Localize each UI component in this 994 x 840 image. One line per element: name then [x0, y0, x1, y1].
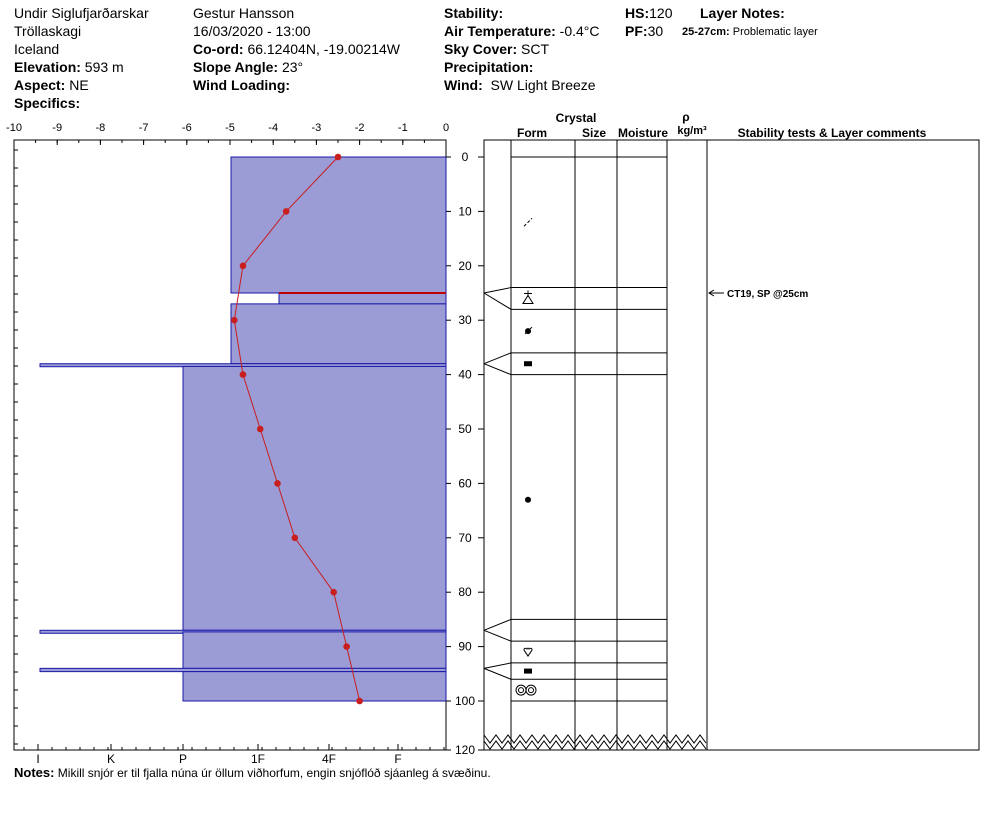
depth-tick-label: 30: [458, 313, 472, 328]
air-temp-value: -0.4°C: [559, 23, 600, 39]
layer-connector: [484, 288, 511, 293]
melt-forms-icon: [519, 688, 524, 693]
rounded-grains-icon: [525, 497, 531, 503]
temp-tick-label: -7: [138, 122, 149, 134]
layer-connector: [484, 293, 511, 309]
break-zigzag: [484, 741, 706, 749]
temperature-point: [343, 643, 350, 650]
depth-tick-label: 90: [458, 639, 472, 654]
layer-table-frame: [484, 140, 707, 750]
depth-hoar-icon: [524, 648, 532, 656]
hardness-layer: [231, 304, 446, 364]
depth-tick-label: 100: [454, 694, 476, 708]
temp-tick-label: -9: [52, 122, 63, 134]
notes-label: Notes:: [14, 765, 55, 780]
density-unit-header: kg/m³: [677, 125, 707, 137]
layer-connector: [484, 663, 511, 668]
hardness-layer: [183, 632, 446, 668]
break-zigzag: [484, 735, 706, 743]
pf-label: PF:: [625, 23, 648, 39]
hardness-layer: [231, 157, 446, 293]
stability-test-label: CT19, SP @25cm: [727, 289, 809, 300]
temp-tick-label: -2: [354, 122, 365, 134]
layer-connector: [484, 353, 511, 364]
elevation-value: 593 m: [84, 59, 124, 75]
location-name: Undir Siglufjarðarskar: [14, 5, 149, 21]
specifics-label: Specifics:: [14, 95, 81, 111]
depth-tick-label: 10: [458, 204, 472, 219]
slope-label: Slope Angle:: [193, 59, 279, 75]
temperature-point: [257, 426, 264, 433]
air-temp-label: Air Temperature:: [444, 23, 556, 39]
depth-tick-label: 50: [458, 422, 472, 436]
melt-forms-icon: [526, 685, 536, 695]
melt-forms-icon: [516, 685, 526, 695]
country-name: Iceland: [14, 41, 60, 57]
observation-datetime: 16/03/2020 - 13:00: [193, 23, 311, 39]
temp-tick-label: -8: [95, 122, 106, 134]
layer-note-text: Problematic layer: [732, 26, 818, 38]
temperature-point: [330, 589, 337, 596]
crystal-header: Crystal: [555, 111, 597, 125]
hardness-tick-label: 1F: [250, 752, 266, 766]
observer-name: Gestur Hansson: [193, 5, 295, 21]
hardness-tick-label: I: [36, 752, 40, 766]
ice-layer-icon: [524, 669, 532, 674]
coord-label: Co-ord:: [193, 41, 244, 57]
depth-tick-label: 40: [458, 367, 472, 382]
notes: [14, 765, 491, 780]
depth-tick-label: 20: [458, 258, 472, 273]
decomposing-fragments-icon: [524, 218, 532, 226]
depth-tick-label: 80: [458, 585, 472, 600]
temperature-point: [292, 535, 299, 542]
slope-value: 23°: [281, 59, 304, 75]
depth-tick-label: 60: [458, 476, 472, 491]
temperature-point: [283, 208, 290, 215]
temperature-point: [356, 698, 363, 705]
ice-layer-icon: [524, 361, 532, 366]
melt-forms-icon: [529, 688, 534, 693]
layer-note-depth: 25-27cm:: [682, 26, 730, 38]
layer-notes-label: Layer Notes:: [700, 5, 785, 21]
hardness-tick-label: P: [178, 752, 188, 766]
hardness-layer: [279, 293, 446, 304]
wind-value: SW Light Breeze: [490, 77, 596, 93]
layer-connector: [484, 364, 511, 375]
hardness-layer: [183, 672, 446, 701]
stability-column-frame: [707, 140, 979, 750]
hardness-layer: [183, 366, 446, 630]
temp-tick-label: -6: [181, 122, 192, 134]
sky-label: Sky Cover:: [444, 41, 518, 57]
stability-label: Stability:: [444, 5, 504, 21]
temperature-point: [335, 154, 342, 161]
temp-tick-label: -10: [6, 122, 22, 134]
stability-header: Stability tests & Layer comments: [737, 126, 927, 140]
form-header: Form: [517, 126, 547, 140]
layer-connector: [484, 619, 511, 630]
precip-label: Precipitation:: [444, 59, 534, 75]
hardness-tick-label: F: [394, 752, 402, 766]
temperature-point: [240, 263, 247, 270]
aspect-label: Aspect:: [14, 77, 66, 93]
temperature-point: [240, 371, 247, 378]
temp-tick-label: -1: [397, 122, 408, 134]
temperature-point: [274, 480, 281, 487]
wind-loading-label: Wind Loading:: [193, 77, 291, 93]
aspect-value: NE: [69, 77, 89, 93]
temperature-point: [231, 317, 238, 324]
layer-connector: [484, 630, 511, 641]
moisture-header: Moisture: [617, 126, 669, 140]
range-name: Tröllaskagi: [14, 23, 82, 39]
temp-tick-label: -3: [311, 122, 322, 134]
depth-tick-label: 120: [454, 743, 476, 757]
temp-tick-label: -5: [225, 122, 235, 134]
surface-hoar-icon: [523, 290, 533, 303]
coord-value: 66.12404N, -19.00214W: [247, 41, 400, 57]
sky-value: SCT: [521, 41, 550, 57]
rho-header: ρ: [682, 110, 690, 124]
hs-label: HS:: [625, 5, 650, 21]
depth-tick-label: 70: [458, 530, 472, 545]
layer-connector: [484, 668, 511, 679]
notes-text: Mikill snjór er til fjalla núna úr öllum viðhorfum, engin snjóflóð sjáanleg á svæðinu.: [57, 766, 491, 780]
wind-label: Wind:: [444, 77, 483, 93]
pf-value: 30: [647, 23, 664, 39]
size-header: Size: [581, 126, 607, 140]
temp-tick-label: -4: [268, 122, 279, 134]
temp-tick-label: 0: [442, 122, 450, 134]
hardness-tick-label: 4F: [321, 752, 337, 766]
elevation-label: Elevation:: [14, 59, 81, 75]
hs-value: 120: [649, 5, 673, 21]
hardness-tick-label: K: [106, 752, 116, 766]
depth-tick-label: 0: [461, 150, 469, 164]
